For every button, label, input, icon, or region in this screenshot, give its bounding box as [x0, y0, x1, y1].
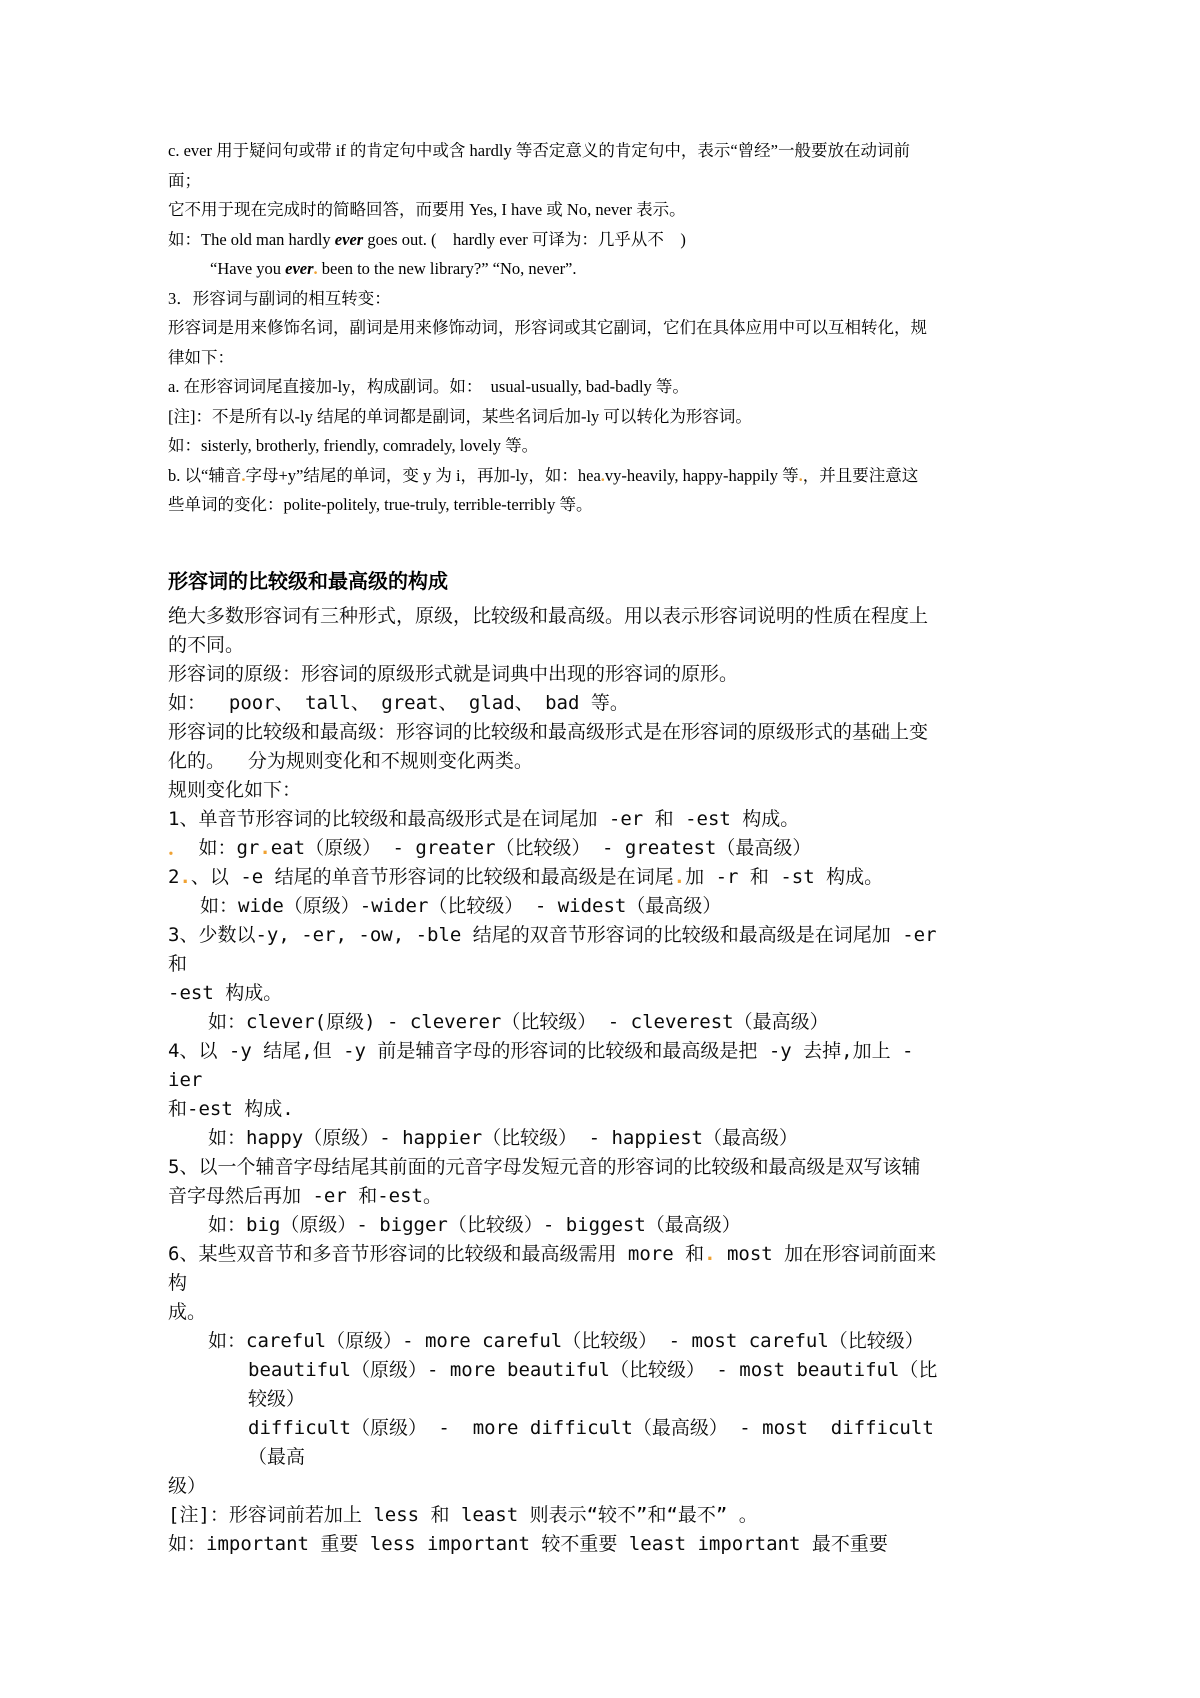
text-line — [168, 805, 938, 834]
text-line — [168, 136, 938, 195]
text-line — [168, 921, 948, 979]
annotation-dot: . — [179, 865, 191, 888]
text-segment: 、以 -e 结尾的单音节形容词的比较级和最高级是在词尾 — [190, 865, 674, 888]
section-heading: 形容词的比较级和最高级的构成 — [168, 570, 448, 593]
text-line — [168, 1153, 938, 1182]
text-line — [168, 1530, 938, 1559]
text-segment: 形容词是用来修饰名词，副词是用来修饰动词，形容词或其它副词，它们在具体应用中可以互相转化，规 — [168, 318, 927, 337]
text-segment: 规则变化如下： — [168, 778, 302, 801]
text-line — [168, 372, 938, 402]
text-segment: ，并且要注意这 — [802, 465, 919, 485]
text-segment: “Have you — [210, 259, 286, 278]
text-segment: 如：happy（原级）- happier（比较级） - happiest（最高级） — [208, 1126, 798, 1149]
text-segment: 如：important 重要 less important 较不重要 least important 最不重要 — [168, 1532, 888, 1555]
text-line — [168, 1327, 938, 1356]
text-line — [168, 1472, 938, 1501]
text-segment: 如：The old man hardly — [168, 229, 335, 249]
text-segment: -est 构成。 — [168, 981, 283, 1004]
adverb-grammar-notes-section — [168, 136, 938, 520]
text-segment: 加 -r 和 -st 构成。 — [685, 865, 884, 888]
text-segment: eat（原级） - greater（比较级） - greatest（最高级） — [270, 836, 812, 859]
text-line — [168, 1211, 938, 1240]
text-line — [168, 602, 938, 631]
text-segment: most 加在形容词前面来构 — [168, 1242, 937, 1294]
text-segment: 绝大多数形容词有三种形式，原级，比较级和最高级。用以表示形容词说明的性质在程度上 — [168, 604, 929, 627]
annotation-dot: . — [704, 1242, 716, 1265]
text-segment: difficult（原级） - more difficult（最高级） - most difficult （最高 — [248, 1416, 957, 1468]
text-segment: ever — [285, 259, 314, 278]
text-line — [168, 402, 938, 432]
text-line — [168, 776, 938, 805]
text-line — [168, 195, 938, 225]
text-line — [168, 1240, 938, 1298]
text-line — [168, 834, 938, 863]
text-line — [168, 490, 938, 520]
text-line — [168, 631, 938, 660]
text-segment: beautiful（原级）- more beautiful（比较级） - most beautiful（比较级） — [248, 1358, 938, 1410]
comparative-superlative-section — [168, 602, 957, 1559]
text-line — [168, 313, 938, 343]
text-line — [168, 461, 938, 491]
text-segment: 级） — [168, 1474, 207, 1497]
text-line — [168, 689, 938, 718]
text-segment: 字母+y”结尾的单词，变 y 为 i，再加-ly，如：hea — [245, 465, 601, 485]
annotation-dot: . — [313, 259, 318, 278]
text-segment: vy-heavily, happy-happily 等 — [604, 465, 799, 485]
text-line — [168, 863, 938, 892]
annotation-dot: . — [241, 465, 246, 485]
text-segment: 如：sisterly, brotherly, friendly, comradely, lovely 等。 — [168, 436, 539, 455]
text-segment: 如：gr — [187, 836, 260, 859]
text-segment: ever — [334, 229, 364, 249]
text-line — [168, 718, 938, 747]
text-segment: a. 在形容词词尾直接加-ly，构成副词。如： usual-usually, bad-badly 等。 — [168, 377, 689, 396]
text-line — [168, 1037, 938, 1095]
text-segment: 如：clever(原级) - cleverer（比较级） - cleverest（最高级） — [208, 1010, 829, 1033]
text-segment: 律如下： — [168, 347, 234, 367]
text-segment: c. ever 用于疑问句或带 if 的肯定句中或含 hardly 等否定意义的肯定句中，表示“曾经”一般要放在动词前面； — [168, 141, 910, 190]
text-segment: 4、以 -y 结尾,但 -y 前是辅音字母的形容词的比较级和最高级是把 -y 去掉,加上 -ier — [168, 1039, 914, 1091]
text-segment: b. 以“辅音 — [168, 465, 242, 485]
annotation-dot: . — [600, 465, 605, 485]
text-segment: 如：careful（原级）- more careful（比较级） - most careful（比较级） — [208, 1329, 924, 1352]
text-line — [168, 254, 938, 284]
text-segment: 成。 — [168, 1300, 207, 1323]
annotation-dot: ． — [168, 836, 188, 859]
text-segment: 些单词的变化：polite-politely, true-truly, terrible-terribly 等。 — [168, 495, 593, 514]
text-line — [168, 1124, 938, 1153]
text-line — [168, 1414, 957, 1472]
text-line — [168, 1008, 938, 1037]
text-line — [168, 747, 938, 776]
text-line — [168, 892, 938, 921]
text-line — [168, 225, 938, 255]
annotation-dot: . — [259, 836, 271, 859]
text-line — [168, 979, 938, 1008]
text-segment: 3、少数以-y, -er, -ow, -ble 结尾的双音节形容词的比较级和最高级是在词尾加 -er 和 — [168, 923, 948, 975]
annotation-dot: . — [673, 865, 686, 888]
text-segment: 6、某些双音节和多音节形容词的比较级和最高级需用 more 和 — [168, 1242, 705, 1265]
text-line — [168, 660, 938, 689]
text-segment: 形容词的原级：形容词的原级形式就是词典中出现的形容词的原形。 — [168, 662, 739, 685]
text-line — [168, 1356, 938, 1414]
text-segment: 它不用于现在完成时的简略回答，而要用 Yes, I have 或 No, never 表示。 — [168, 200, 686, 219]
text-segment: 化的。 分为规则变化和不规则变化两类。 — [168, 749, 533, 772]
text-segment: 形容词的比较级和最高级：形容词的比较级和最高级形式是在形容词的原级形式的基础上变 — [168, 720, 929, 743]
text-segment: 如：big（原级）- bigger（比较级）- biggest（最高级） — [208, 1213, 741, 1236]
text-segment: 的不同。 — [168, 633, 245, 656]
text-line — [168, 1298, 938, 1327]
text-line — [168, 284, 938, 314]
text-segment: [注]：不是所有以-ly 结尾的单词都是副词，某些名词后加-ly 可以转化为形容词。 — [168, 406, 752, 426]
text-segment: 音字母然后再加 -er 和-est。 — [168, 1184, 442, 1207]
text-line — [168, 1182, 938, 1211]
text-segment: 1、单音节形容词的比较级和最高级形式是在词尾加 -er 和 -est 构成。 — [168, 807, 800, 830]
text-segment: 如： poor、 tall、 great、 glad、 bad 等。 — [168, 691, 629, 714]
text-segment: goes out. ( hardly ever 可译为：几乎从不 ) — [363, 229, 686, 249]
text-segment: 如：wide（原级）-wider（比较级） - widest（最高级） — [200, 894, 722, 917]
text-line — [168, 343, 938, 373]
text-line — [168, 1095, 938, 1124]
text-segment: 5、以一个辅音字母结尾其前面的元音字母发短元音的形容词的比较级和最高级是双写该辅 — [168, 1155, 921, 1178]
annotation-dot: . — [798, 465, 803, 485]
text-segment: 2 — [168, 865, 180, 888]
text-line — [168, 1501, 938, 1530]
text-segment: [注]：形容词前若加上 less 和 least 则表示“较不”和“最不” 。 — [168, 1503, 758, 1526]
text-segment: 和-est 构成. — [168, 1097, 294, 1120]
text-segment: been to the new library?” “No, never”. — [317, 259, 577, 278]
text-line — [168, 431, 938, 461]
text-segment: 3．形容词与副词的相互转变： — [168, 288, 391, 308]
